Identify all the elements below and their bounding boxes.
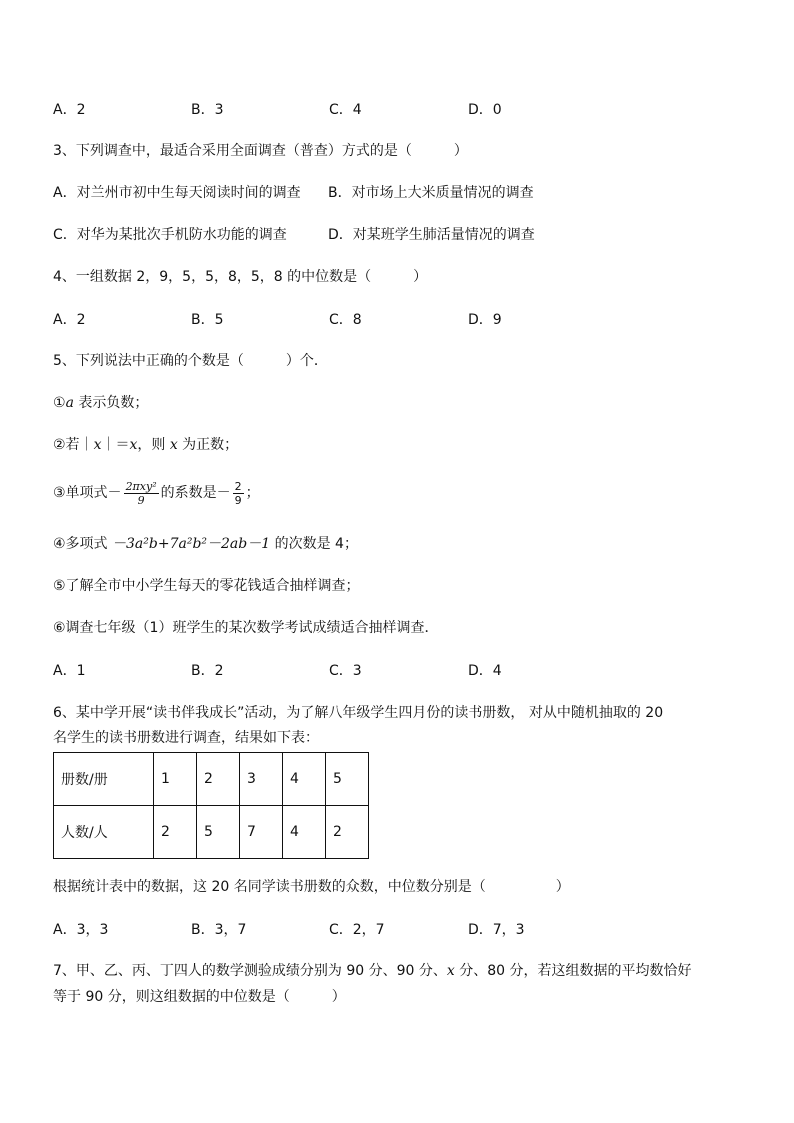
q6-option-d: D．7，3 bbox=[468, 922, 525, 938]
q3-option-b: B．对市场上大米质量情况的调查 bbox=[328, 185, 534, 201]
q4-stem: 4、一组数据 2，9，5，5，8，5，8 的中位数是（ ） bbox=[53, 269, 428, 285]
q3-stem: 3、下列调查中，最适合采用全面调查（普查）方式的是（ ） bbox=[53, 143, 468, 159]
s2-mid: ｜＝ bbox=[101, 437, 130, 453]
s2-var1: x bbox=[93, 437, 102, 453]
s3-mid: 的系数是－ bbox=[160, 485, 231, 501]
s2-mid2: ，则 bbox=[137, 437, 170, 453]
table-row bbox=[54, 806, 369, 859]
s4-post: 的次数是 4； bbox=[270, 536, 358, 552]
s3-post: ； bbox=[245, 485, 260, 501]
q3-option-c: C．对华为某批次手机防水功能的调查 bbox=[53, 227, 287, 243]
q5-option-a: A．1 bbox=[53, 663, 86, 679]
q4-option-d: D．9 bbox=[468, 312, 502, 328]
fraction-1 bbox=[124, 480, 159, 507]
table-cell: 5 bbox=[197, 806, 240, 859]
s2-pre: ②若｜ bbox=[53, 437, 94, 453]
q5-option-b: B．2 bbox=[191, 663, 224, 679]
q3-option-a: A．对兰州市初中生每天阅读时间的调查 bbox=[53, 185, 301, 201]
table-cell: 4 bbox=[283, 806, 326, 859]
book-count-table bbox=[53, 752, 369, 859]
s1-post: 表示负数； bbox=[73, 395, 149, 411]
q3-option-d: D．对某班学生肺活量情况的调查 bbox=[328, 227, 535, 243]
q5-statement-6: ⑥调查七年级（1）班学生的某次数学考试成绩适合抽样调查． bbox=[53, 620, 439, 636]
s1-pre: ① bbox=[53, 395, 66, 411]
q5-statement-5: ⑤了解全市中小学生每天的零花钱适合抽样调查； bbox=[53, 578, 360, 594]
table-row bbox=[54, 753, 369, 806]
fraction-2 bbox=[233, 480, 244, 507]
fraction-1-numerator: 2πxy² bbox=[125, 479, 157, 493]
q2-option-b: B．3 bbox=[191, 102, 224, 118]
q7-line-1-post: 分、80 分，若这组数据的平均数恰好 bbox=[454, 963, 692, 979]
q2-option-a: A．2 bbox=[53, 102, 86, 118]
q6-stem-line-1: 6、某中学开展“读书伴我成长”活动，为了解八年级学生四月份的读书册数， 对从中随机抽取的 20 bbox=[53, 705, 664, 721]
table-header-cell: 册数/册 bbox=[54, 753, 154, 806]
q6-option-a: A．3，3 bbox=[53, 922, 109, 938]
fraction-1-denominator: 9 bbox=[137, 493, 145, 507]
q5-option-d: D．4 bbox=[468, 663, 502, 679]
q6-option-c: C．2，7 bbox=[329, 922, 385, 938]
q7-line-2: 等于 90 分，则这组数据的中位数是（ ） bbox=[53, 989, 346, 1005]
q5-statement-3 bbox=[53, 478, 260, 508]
q5-statement-4 bbox=[53, 534, 358, 554]
q7-var: x bbox=[446, 963, 455, 979]
q7-line-1-pre: 7、甲、乙、丙、丁四人的数学测验成绩分别为 90 分、90 分、 bbox=[53, 963, 447, 979]
q7-line-1 bbox=[53, 961, 692, 981]
q6-stem-line-2: 名学生的读书册数进行调查，结果如下表： bbox=[53, 730, 319, 746]
table-cell: 4 bbox=[283, 753, 326, 806]
q4-option-a: A．2 bbox=[53, 312, 86, 328]
fraction-2-numerator: 2 bbox=[234, 479, 242, 493]
q5-option-c: C．3 bbox=[329, 663, 362, 679]
s2-var3: x bbox=[169, 437, 178, 453]
q4-option-c: C．8 bbox=[329, 312, 362, 328]
s2-var2: x bbox=[129, 437, 138, 453]
s3-pre: ③单项式－ bbox=[53, 485, 122, 501]
s2-post: 为正数； bbox=[177, 437, 239, 453]
table-cell: 5 bbox=[326, 753, 369, 806]
q6-option-b: B．3，7 bbox=[191, 922, 247, 938]
table-cell: 7 bbox=[240, 806, 283, 859]
q5-statement-2 bbox=[53, 435, 238, 455]
q5-stem: 5、下列说法中正确的个数是（ ）个． bbox=[53, 353, 328, 369]
q6-question: 根据统计表中的数据，这 20 名同学读书册数的众数，中位数分别是（ ） bbox=[53, 879, 570, 895]
table-cell: 1 bbox=[154, 753, 197, 806]
fraction-2-denominator: 9 bbox=[234, 493, 242, 507]
table-cell: 2 bbox=[197, 753, 240, 806]
table-cell: 2 bbox=[326, 806, 369, 859]
s4-pre: ④多项式 bbox=[53, 536, 113, 552]
table-header-cell: 人数/人 bbox=[54, 806, 154, 859]
table-cell: 3 bbox=[240, 753, 283, 806]
s4-expr: －3a²b+7a²b²－2ab－1 bbox=[112, 536, 271, 552]
q4-option-b: B．5 bbox=[191, 312, 224, 328]
table-cell: 2 bbox=[154, 806, 197, 859]
q2-option-d: D．0 bbox=[468, 102, 502, 118]
q2-option-c: C．4 bbox=[329, 102, 362, 118]
s1-var: a bbox=[65, 395, 74, 411]
q5-statement-1 bbox=[53, 393, 148, 413]
